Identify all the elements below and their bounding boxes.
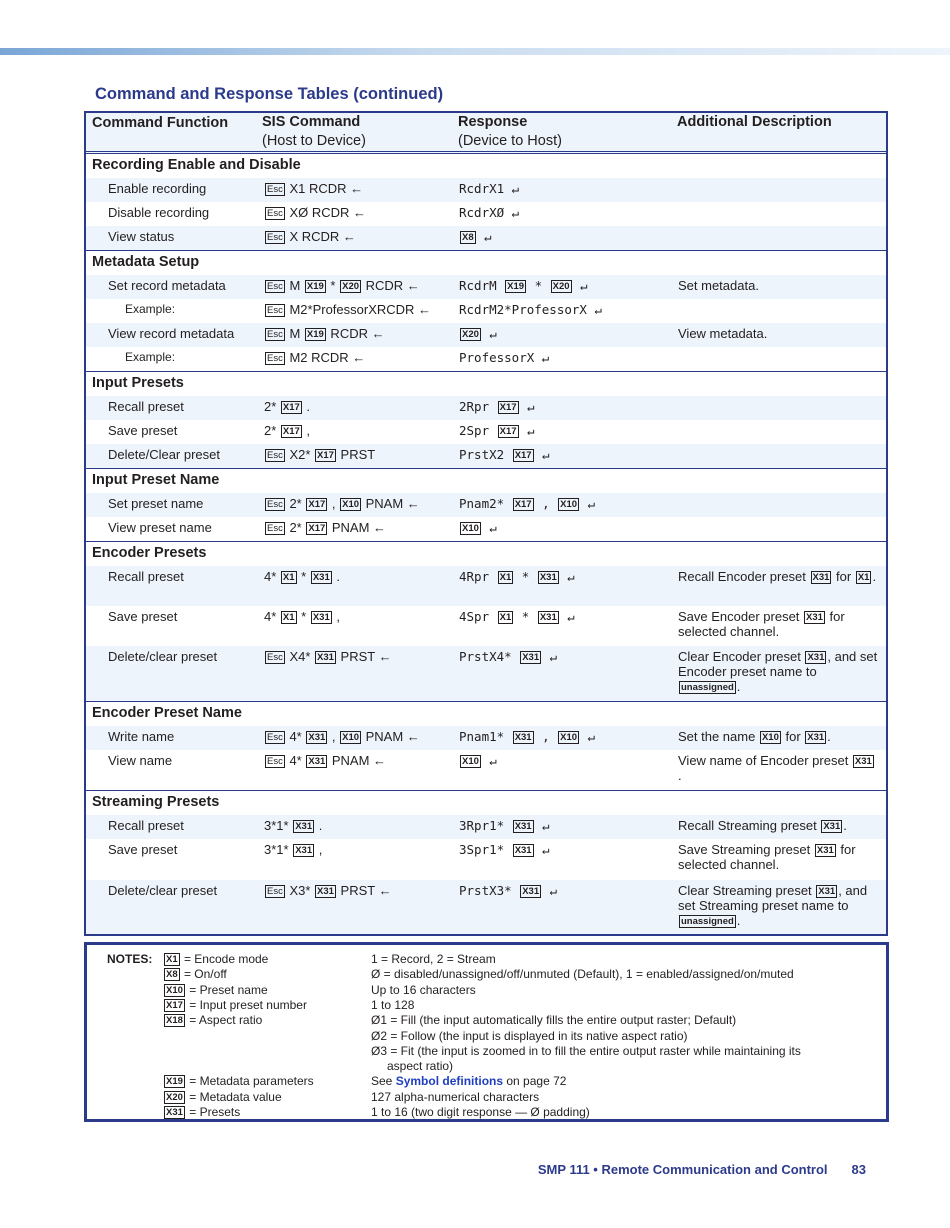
sis-command: Esc X2* X17 PRST xyxy=(267,447,376,462)
header-response: Response (Device to Host) xyxy=(458,114,562,149)
response: 3Rpr1* X31 ↵ xyxy=(459,818,550,833)
page-footer xyxy=(538,1162,866,1177)
variable-box: X31 xyxy=(514,732,532,743)
variable-box: X31 xyxy=(312,612,330,623)
command-function: Recall preset xyxy=(108,818,184,833)
variable-box: X31 xyxy=(806,612,823,623)
variable-box: X10 xyxy=(462,756,479,767)
response: X10 ↵ xyxy=(462,753,497,768)
variable-box: X31 xyxy=(812,572,830,583)
note-variable: X10 = Preset name xyxy=(166,982,268,997)
additional-description: Set metadata. xyxy=(678,278,759,293)
sis-command: Esc M X19 * X20 RCDR ← xyxy=(267,278,420,293)
variable-box: X20 xyxy=(166,1091,183,1103)
esc-key-icon: Esc xyxy=(267,499,283,510)
sis-command: Esc X3* X31 PRST ← xyxy=(267,883,392,898)
note-value: 1 to 128 xyxy=(371,997,415,1012)
notes-label: NOTES: xyxy=(107,952,153,966)
sis-command: Esc 4* X31 , X10 PNAM ← xyxy=(267,729,420,744)
command-function: Set preset name xyxy=(108,496,204,511)
command-function: Delete/clear preset xyxy=(108,883,218,898)
command-function: Save preset xyxy=(108,609,178,624)
variable-box: X31 xyxy=(166,1107,183,1118)
section-heading: Input Presets xyxy=(92,375,184,391)
symbol-definitions-link[interactable]: Symbol definitions xyxy=(395,1074,504,1089)
notes-box xyxy=(84,942,889,1122)
response: X10 ↵ xyxy=(462,520,497,535)
header-additional-description: Additional Description xyxy=(677,114,832,130)
top-gradient-bar xyxy=(0,48,950,55)
additional-description: Clear Streaming preset X31 , and set Streaming preset name to unassigned . xyxy=(678,883,868,928)
sis-command: Esc X1 RCDR ← xyxy=(267,181,364,196)
table-row xyxy=(86,202,886,226)
command-function: Enable recording xyxy=(108,181,207,196)
note-text: See xyxy=(371,1074,396,1089)
variable-box: X20 xyxy=(342,281,360,292)
note-variable: X17 = Input preset number xyxy=(166,997,307,1012)
table-row xyxy=(86,444,886,468)
table-section xyxy=(86,469,886,542)
esc-key-icon: Esc xyxy=(267,450,283,461)
table-row xyxy=(86,493,886,517)
variable-box: X20 xyxy=(462,329,479,340)
command-function: Write name xyxy=(108,729,175,744)
esc-key-icon: Esc xyxy=(267,281,283,292)
command-function: Set record metadata xyxy=(108,278,226,293)
variable-box: X31 xyxy=(522,886,540,897)
table-row xyxy=(86,606,886,646)
table-section xyxy=(86,791,886,934)
response: ProfessorX ↵ xyxy=(459,350,550,365)
command-function: Delete/clear preset xyxy=(108,649,218,664)
variable-box: X19 xyxy=(306,329,324,340)
table-row xyxy=(86,880,886,934)
table-section xyxy=(86,372,886,469)
response: RcdrM2*ProfessorX ↵ xyxy=(459,302,602,317)
sis-command: 2* X17 . xyxy=(264,399,311,414)
table-row xyxy=(86,646,886,701)
response: RcdrX1 ↵ xyxy=(459,181,520,196)
variable-box: X8 xyxy=(462,232,474,243)
variable-box: X31 xyxy=(514,845,532,856)
sis-command: 3*1* X31 , xyxy=(264,842,323,857)
note-value: Ø2 = Follow (the input is displayed in its native aspect ratio) xyxy=(371,1028,688,1043)
section-heading: Encoder Preset Name xyxy=(92,705,242,721)
esc-key-icon: Esc xyxy=(267,652,283,663)
response: RcdrM X19 * X20 ↵ xyxy=(459,278,588,293)
page-title: Command and Response Tables (continued) xyxy=(95,85,444,103)
esc-key-icon: Esc xyxy=(267,732,283,743)
table-row xyxy=(86,815,886,839)
note-variable: X18 = Aspect ratio xyxy=(166,1013,263,1028)
table-body xyxy=(86,154,886,934)
sis-command: 4* X1 * X31 . xyxy=(264,569,340,584)
command-function: Recall preset xyxy=(108,569,184,584)
table-row xyxy=(86,420,886,444)
table-row xyxy=(86,839,886,880)
response: X8 ↵ xyxy=(462,229,492,244)
esc-key-icon: Esc xyxy=(267,208,283,219)
variable-box: X1 xyxy=(499,612,512,623)
sis-command: Esc 2* X17 , X10 PNAM ← xyxy=(267,496,420,511)
variable-box: X31 xyxy=(308,756,326,767)
table-section xyxy=(86,251,886,372)
response: RcdrXØ ↵ xyxy=(459,205,520,220)
response: PrstX3* X31 ↵ xyxy=(459,883,558,898)
variable-box: X17 xyxy=(514,450,532,461)
sis-command: Esc M2*ProfessorXRCDR ← xyxy=(267,302,432,317)
variable-box: X17 xyxy=(499,402,517,413)
variable-box: X19 xyxy=(507,281,525,292)
table-header xyxy=(86,113,886,154)
response: PrstX2 X17 ↵ xyxy=(459,447,550,462)
esc-key-icon: Esc xyxy=(267,756,283,767)
variable-box: X1 xyxy=(166,954,178,965)
note-variable: X19 = Metadata parameters xyxy=(166,1074,314,1089)
variable-box: X31 xyxy=(539,612,557,623)
sis-command: Esc XØ RCDR ← xyxy=(267,205,367,220)
variable-box: X31 xyxy=(308,732,326,743)
command-table xyxy=(84,111,888,936)
section-heading: Recording Enable and Disable xyxy=(92,157,301,173)
response: PrstX4* X31 ↵ xyxy=(459,649,558,664)
command-function: View status xyxy=(108,229,175,244)
esc-key-icon: Esc xyxy=(267,353,283,364)
command-function: Delete/Clear preset xyxy=(108,447,220,462)
sis-command: 3*1* X31 . xyxy=(264,818,323,833)
sis-command: Esc X4* X31 PRST ← xyxy=(267,649,392,664)
sis-command: Esc X RCDR ← xyxy=(267,229,356,244)
command-function: View record metadata xyxy=(108,326,235,341)
sis-command: Esc 2* X17 PNAM ← xyxy=(267,520,387,535)
response: 2Rpr X17 ↵ xyxy=(459,399,535,414)
variable-box: X10 xyxy=(560,499,578,510)
page-number: 83 xyxy=(851,1162,866,1177)
response: 2Spr X17 ↵ xyxy=(459,423,535,438)
header-command-function: Command Function xyxy=(92,115,229,131)
note-value: Ø = disabled/unassigned/off/unmuted (Default), 1 = enabled/assigned/on/muted xyxy=(371,967,794,982)
variable-box: X19 xyxy=(166,1076,183,1088)
variable-box: X18 xyxy=(166,1015,183,1027)
variable-box: X1 xyxy=(857,572,870,583)
variable-box: X17 xyxy=(282,426,300,437)
additional-description: Save Streaming preset X31 for selected channel. xyxy=(678,842,856,872)
variable-box: X31 xyxy=(317,652,334,663)
response: 4Spr X1 * X31 ↵ xyxy=(459,609,575,624)
variable-box: X31 xyxy=(823,821,841,832)
additional-description: Recall Encoder preset X31 for X1 . xyxy=(678,569,877,584)
command-function: Save preset xyxy=(108,842,178,857)
sis-command: 2* X17 , xyxy=(264,423,311,438)
section-heading: Streaming Presets xyxy=(92,794,220,810)
variable-box: X19 xyxy=(306,281,324,292)
additional-description: Recall Streaming preset X31 . xyxy=(678,818,847,833)
section-heading: Encoder Presets xyxy=(92,545,207,561)
note-value: Up to 16 characters xyxy=(371,982,476,997)
sis-command: 4* X1 * X31 , xyxy=(264,609,340,624)
variable-box: X17 xyxy=(282,402,300,413)
additional-description: Save Encoder preset X31 for selected channel. xyxy=(678,609,845,639)
esc-key-icon: Esc xyxy=(267,329,283,340)
variable-box: X10 xyxy=(462,523,479,534)
table-row xyxy=(86,566,886,606)
command-function: Disable recording xyxy=(108,205,210,220)
response: 3Spr1* X31 ↵ xyxy=(459,842,550,857)
variable-box: X17 xyxy=(308,523,326,534)
esc-key-icon: Esc xyxy=(267,184,283,195)
response: X20 ↵ xyxy=(462,326,497,341)
note-value: aspect ratio) xyxy=(387,1059,454,1074)
note-value: 127 alpha-numerical characters xyxy=(371,1089,540,1104)
variable-box: X1 xyxy=(282,572,295,583)
command-function: Recall preset xyxy=(108,399,184,414)
note-text: on page 72 xyxy=(503,1074,567,1089)
table-row xyxy=(86,323,886,347)
note-variable: X1 = Encode mode xyxy=(166,952,269,966)
variable-box: X10 xyxy=(560,732,578,743)
additional-description: Clear Encoder preset X31 , and set Encoder preset name to unassigned . xyxy=(678,649,878,694)
table-section xyxy=(86,542,886,702)
variable-box: X31 xyxy=(539,572,557,583)
table-row xyxy=(86,750,886,790)
variable-box: X10 xyxy=(166,984,183,996)
command-function: Example: xyxy=(125,350,176,364)
command-function: Example: xyxy=(125,302,176,316)
table-row xyxy=(86,275,886,299)
table-row xyxy=(86,347,886,371)
variable-box: X17 xyxy=(308,499,326,510)
table-row xyxy=(86,517,886,541)
footer-title: SMP 111 • Remote Communication and Control xyxy=(537,1162,828,1177)
note-variable: X20 = Metadata value xyxy=(166,1089,282,1104)
esc-key-icon: Esc xyxy=(267,523,283,534)
header-sis-command: SIS Command (Host to Device) xyxy=(262,114,366,149)
variable-box: X31 xyxy=(295,821,313,832)
variable-box: X1 xyxy=(499,572,512,583)
esc-key-icon: Esc xyxy=(267,232,283,243)
variable-box: unassigned xyxy=(681,916,734,927)
table-row xyxy=(86,178,886,202)
variable-box: X31 xyxy=(514,821,532,832)
variable-box: X31 xyxy=(818,886,836,897)
response: Pnam2* X17 , X10 ↵ xyxy=(459,496,596,511)
variable-box: X10 xyxy=(342,499,360,510)
variable-box: X10 xyxy=(761,732,779,743)
response: Pnam1* X31 , X10 ↵ xyxy=(459,729,596,744)
variable-box: X1 xyxy=(282,612,295,623)
variable-box: X31 xyxy=(295,845,313,856)
variable-box: X31 xyxy=(317,886,334,897)
note-variable: X31 = Presets xyxy=(166,1105,241,1119)
additional-description: View metadata. xyxy=(678,326,768,341)
table-section xyxy=(86,702,886,791)
variable-box: X31 xyxy=(807,652,825,663)
table-row xyxy=(86,299,886,323)
table-row xyxy=(86,396,886,420)
note-variable: X8 = On/off xyxy=(166,967,227,982)
note-value: 1 = Record, 2 = Stream xyxy=(371,952,496,966)
variable-box: X31 xyxy=(816,845,834,856)
sis-command: Esc M2 RCDR ← xyxy=(267,350,366,365)
variable-box: X31 xyxy=(312,572,330,583)
note-value xyxy=(371,1074,566,1089)
table-row xyxy=(86,726,886,750)
sis-command: Esc M X19 RCDR ← xyxy=(267,326,385,341)
note-value: Ø1 = Fill (the input automatically fills the entire output raster; Default) xyxy=(371,1013,737,1028)
variable-box: X17 xyxy=(166,999,183,1011)
variable-box: X8 xyxy=(166,969,178,981)
section-heading: Input Preset Name xyxy=(92,472,220,488)
variable-box: X31 xyxy=(854,756,872,767)
section-heading: Metadata Setup xyxy=(92,254,200,270)
variable-box: X20 xyxy=(552,281,570,292)
variable-box: X17 xyxy=(317,450,334,461)
table-section xyxy=(86,154,886,251)
note-value: 1 to 16 (two digit response — Ø padding) xyxy=(371,1105,590,1119)
note-value: Ø3 = Fit (the input is zoomed in to fill the entire output raster while maintaining its xyxy=(371,1043,801,1058)
command-function: Save preset xyxy=(108,423,178,438)
additional-description: View name of Encoder preset X31. xyxy=(678,753,872,783)
command-function: View name xyxy=(108,753,173,768)
variable-box: X10 xyxy=(342,732,360,743)
variable-box: X17 xyxy=(499,426,517,437)
additional-description: Set the name X10 for X31 . xyxy=(678,729,831,744)
command-function: View preset name xyxy=(108,520,212,535)
table-row xyxy=(86,226,886,250)
response: 4Rpr X1 * X31 ↵ xyxy=(459,569,575,584)
variable-box: X31 xyxy=(807,732,825,743)
esc-key-icon: Esc xyxy=(267,886,283,897)
sis-command: Esc 4* X31 PNAM ← xyxy=(267,753,387,768)
variable-box: X17 xyxy=(514,499,532,510)
variable-box: unassigned xyxy=(681,682,734,693)
esc-key-icon: Esc xyxy=(267,305,283,316)
variable-box: X31 xyxy=(522,652,540,663)
